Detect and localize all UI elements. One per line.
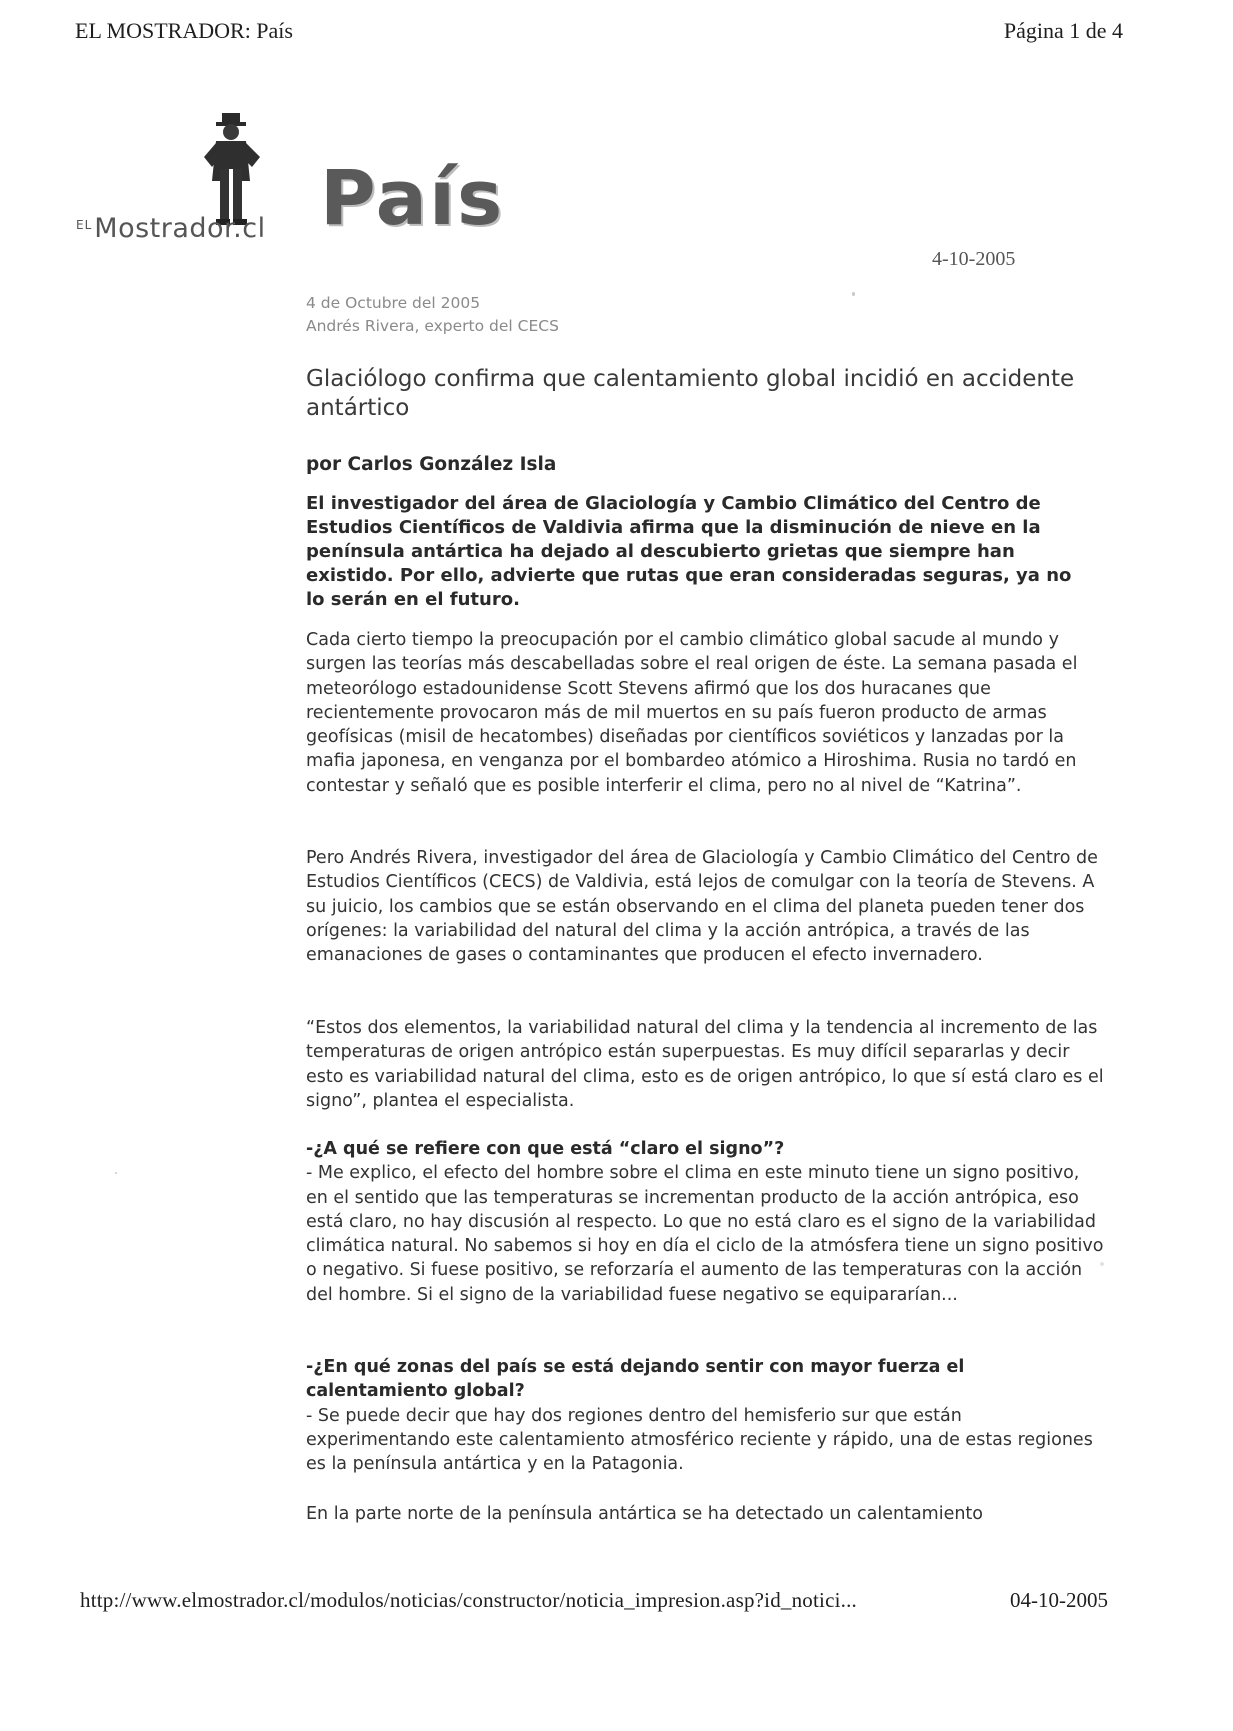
interview-answer: - Me explico, el efecto del hombre sobre el clima en este minuto tiene un signo positivo, en el sentido que las temperaturas se incrementan producto de la acción antrópica, eso está claro, no hay discusión al respecto. Lo que no está claro es el signo de la variabilidad climática natural. No sabemos si hoy en día el ciclo de la atmósfera tiene un signo positivo o negativo. Si fuese positivo, se reforzaría el aumento de las temperaturas con la acción del hombre. Si el signo de la variabilidad fuese negativo se equipararían... [306,1163,1104,1305]
article-paragraph [306,1016,1106,1113]
article-headline: Glaciólogo confirma que calentamiento global incidió en accidente antártico [306,366,1075,421]
print-footer-url: http://www.elmostrador.cl/modulos/noticias/constructor/noticia_impresion.asp?id_notici... [80,1588,857,1612]
interview-answer: - Se puede decir que hay dos regiones dentro del hemisferio sur que están experimentando este calentamiento atmosférico reciente y rápido, una de estas regiones es la península antártica y en la Patagonia. [306,1405,1093,1475]
article-author: por Carlos González Isla [306,454,557,475]
article-lead: El investigador del área de Glaciología y Cambio Climático del Centro de Estudios Científicos de Valdivia afirma que la disminución de nieve en la península antártica ha dejado al descubierto grietas que siempre han existido. Por ello, advierte que rutas que eran consideradas seguras, ya no lo serán en el futuro. [306,493,1072,610]
interview-block [306,1137,1106,1307]
article-paragraph [306,846,1106,967]
paragraph-text: Cada cierto tiempo la preocupación por el cambio climático global sacude al mundo y surgen las teorías más descabelladas sobre el real origen de éste. La semana pasada el meteorólogo estadounidense Scott Stevens afirmó que los dos huracanes que recientemente provocaron más de mil muertos en su país fueron producto de armas geofísicas (misil de hecatombes) diseñadas por científicos soviéticos y lanzadas por la mafia japonesa, en venganza por el bombardeo atómico a Hiroshima. Rusia no tardó en contestar y señaló que es posible interferir el clima, pero no al nivel de “Katrina”. [306,630,1078,796]
paragraph-text: “Estos dos elementos, la variabilidad natural del clima y la tendencia al incremento de las temperaturas de origen antrópico están superpuestas. Es muy difícil separarlas y decir esto es variabilidad natural del clima, esto es de origen antrópico, lo que sí está claro es el signo”, plantea el especialista. [306,1018,1104,1111]
print-header-page-count: Página 1 de 4 [1003,18,1123,43]
scan-speck [1100,1262,1104,1266]
scan-speck [115,1172,117,1174]
paragraph-text: Pero Andrés Rivera, investigador del área de Glaciología y Cambio Climático del Centro de Estudios Científicos (CECS) de Valdivia, está lejos de comulgar con la teoría de Stevens. A su juicio, los cambios que se están observando en el clima del planeta pueden tener dos orígenes: la variabilidad del natural del clima y la acción antrópica, a través de las emanaciones de gases o contaminantes que producen el efecto invernadero. [306,848,1098,966]
article-subtitle: Andrés Rivera, experto del CECS [306,317,559,335]
site-logo-wordmark [76,213,266,244]
print-header-title: EL MOSTRADOR: País [75,18,293,43]
site-logo-name: Mostrador.cl [94,213,266,244]
site-logo [76,105,276,245]
paragraph-text: En la parte norte de la península antártica se ha detectado un calentamiento [306,1504,983,1524]
article-paragraph [306,628,1106,798]
interview-block [306,1355,1106,1476]
interview-question: -¿En qué zonas del país se está dejando sentir con mayor fuerza el calentamiento global? [306,1357,965,1402]
site-logo-prefix: EL [76,218,93,232]
print-footer-date: 04-10-2005 [1010,1588,1108,1612]
article-paragraph [306,1502,1106,1526]
article-date: 4 de Octubre del 2005 [306,294,481,312]
interview-question: -¿A qué se refiere con que está “claro el signo”? [306,1139,785,1159]
handwritten-date-stamp: 4-10-2005 [932,248,1016,270]
section-title: País [320,153,505,242]
scan-speck [852,292,855,296]
